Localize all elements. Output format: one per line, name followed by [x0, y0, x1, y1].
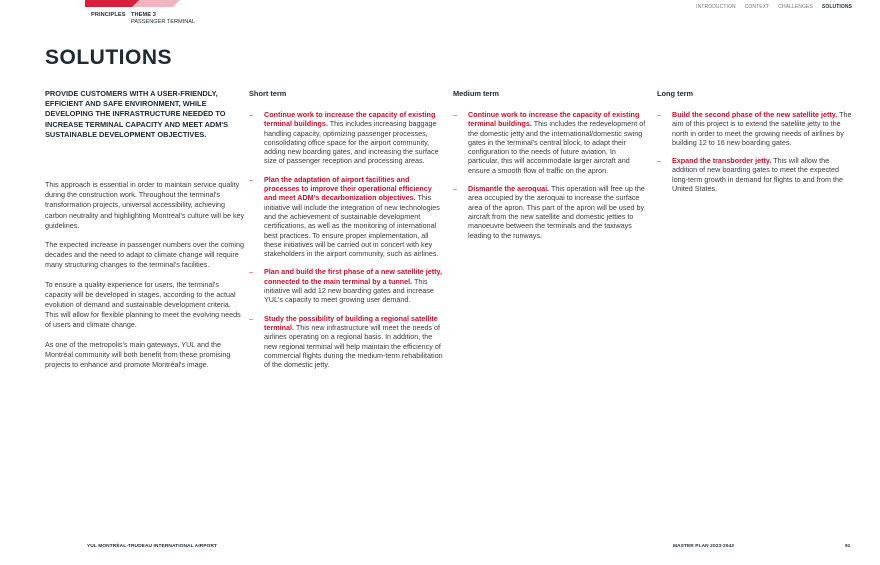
body-paragraph: This approach is essential in order to maintain service quality during the construction work. Throughout the terminal's transformation projects, universal accessibility, achieving carbon neutrality and highlighting Montréal's culture will be key guidelines.: [45, 180, 245, 230]
dash-bullet: –: [249, 313, 253, 323]
item-body: This includes the redevelopment of the domestic jetty and the international/domestic swing gates in the terminal's central block, to adapt their configuration to the needs of future aviation. In particular, this will accommodate larger aircraft and ensure a smooth flow of traffic on the apron.: [468, 119, 646, 175]
dash-bullet: –: [657, 110, 661, 119]
footer-document-title: MASTER PLAN 2023-2043: [673, 544, 735, 549]
item-body: This initiative will add 12 new boarding gates and increase YUL's capacity to meet growing user demand.: [264, 276, 434, 305]
list-item: [249, 110, 444, 166]
body-paragraph: To ensure a quality experience for users, the terminal's capacity will be developed in stages, according to the actual evolution of demand and sustainable development criteria. This will allow for flexible planning to meet the evolving needs of users and climate change.: [45, 279, 241, 330]
nav-item-context[interactable]: CONTEXT: [744, 4, 770, 10]
list-item: [249, 267, 444, 304]
dash-bullet: –: [249, 110, 253, 119]
page-title: SOLUTIONS: [45, 46, 173, 69]
item-lead: Expand the transborder jetty.: [672, 156, 772, 166]
short-term-column: [249, 89, 444, 378]
body-paragraph: As one of the metropolis's main gateways, YUL and the Montréal community will both benefit from these promising projects to enhance and promote Montréal's image.: [45, 339, 231, 370]
item-body: This will allow the addition of new boarding gates to meet the expected long-term growth in demand for flights to and from the United States.: [672, 156, 843, 194]
intro-statement: PROVIDE CUSTOMERS WITH A USER-FRIENDLY, EFFICIENT AND SAFE ENVIRONMENT, WHILE DEVELOPING THE INFRASTRUCTURE NEEDED TO INCREASE TERMINAL CAPACITY AND MEET ADM'S SUSTAINABLE DEVELOPMENT OBJECTIVES.: [45, 89, 229, 139]
long-term-heading: Long term: [657, 89, 694, 98]
item-body: This initiative will include the integration of new technologies and the achievement of sustainable development certifications, as well as the monitoring of international best practices. To ensure proper implementation, all these initiatives will be carried out in concert with key stakeholders in the airport community, such as airlines.: [264, 193, 440, 259]
footer-airport-name: YUL MONTRÉAL-TRUDEAU INTERNATIONAL AIRPORT: [87, 544, 218, 549]
item-lead: Continue work to increase the capacity of existing terminal buildings.: [468, 110, 640, 129]
item-body: This operation will free up the area occupied by the aeroquai to increase the surface area of the apron. This part of the apron will be used by aircraft from the new satellite and domestic jetties to manoeuvre between the terminals and the taxiways leading to the runways.: [468, 184, 645, 240]
top-navigation: [696, 4, 852, 10]
list-item: [453, 110, 648, 175]
list-item: [249, 314, 444, 370]
breadcrumb-theme[interactable]: THEME 3: [131, 12, 156, 18]
item-lead: Dismantle the aeroquai.: [468, 184, 550, 194]
item-body: The aim of this project is to extend the satellite jetty to the north in order to meet the growing needs of airlines by building 12 to 16 new boarding gates.: [672, 110, 852, 147]
item-lead: Plan and build the first phase of a new satellite jetty, connected to the main terminal by a tunnel.: [264, 267, 442, 286]
list-item: [657, 110, 852, 147]
long-term-column: [657, 89, 852, 202]
breadcrumb-section[interactable]: PRINCIPLES: [91, 12, 126, 18]
dash-bullet: –: [453, 110, 457, 119]
body-paragraph: The expected increase in passenger numbers over the coming decades and the need to adapt to climate change will require many structuring changes to the terminal's facilities.: [45, 240, 244, 270]
page-number: 91: [845, 544, 851, 549]
medium-term-column: [453, 89, 648, 249]
medium-term-heading: Medium term: [453, 89, 499, 98]
body-text-column: [45, 180, 245, 379]
list-item: [657, 156, 852, 193]
dash-bullet: –: [657, 156, 661, 166]
list-item: [453, 184, 648, 240]
item-body: This new infrastructure will meet the needs of airlines operating on a regional basis. In addition, the new regional terminal will help maintain the efficiency of commercial flights during the medium-term rehabilitation of the domestic jetty.: [264, 322, 443, 370]
header-accent-bar: [85, 0, 185, 9]
nav-item-solutions[interactable]: SOLUTIONS: [821, 4, 852, 10]
dash-bullet: –: [453, 184, 457, 194]
accent-bar-pink: [132, 0, 180, 7]
short-term-heading: Short term: [249, 89, 287, 98]
breadcrumb-theme-name: PASSENGER TERMINAL: [131, 19, 196, 25]
nav-item-challenges[interactable]: CHALLENGES: [778, 4, 813, 10]
item-lead: Study the possibility of building a regional satellite terminal.: [264, 313, 438, 332]
dash-bullet: –: [249, 174, 253, 184]
accent-bar-red: [85, 0, 140, 7]
nav-item-introduction[interactable]: INTRODUCTION: [696, 4, 736, 10]
item-lead: Plan the adaptation of airport facilities and processes to improve their operational efficiency and meet ADM's decarbonization objectives.: [264, 174, 432, 203]
dash-bullet: –: [249, 267, 253, 277]
item-body: This includes increasing baggage handling capacity, optimizing passenger processes, consolidating office space for the airport community, adding new boarding gates, and increasing the surface size of passenger reception and processing areas.: [264, 119, 439, 166]
list-item: [249, 175, 444, 259]
item-lead: Build the second phase of the new satellite jetty.: [672, 110, 838, 119]
item-lead: Continue work to increase the capacity of existing terminal buildings.: [264, 110, 436, 129]
